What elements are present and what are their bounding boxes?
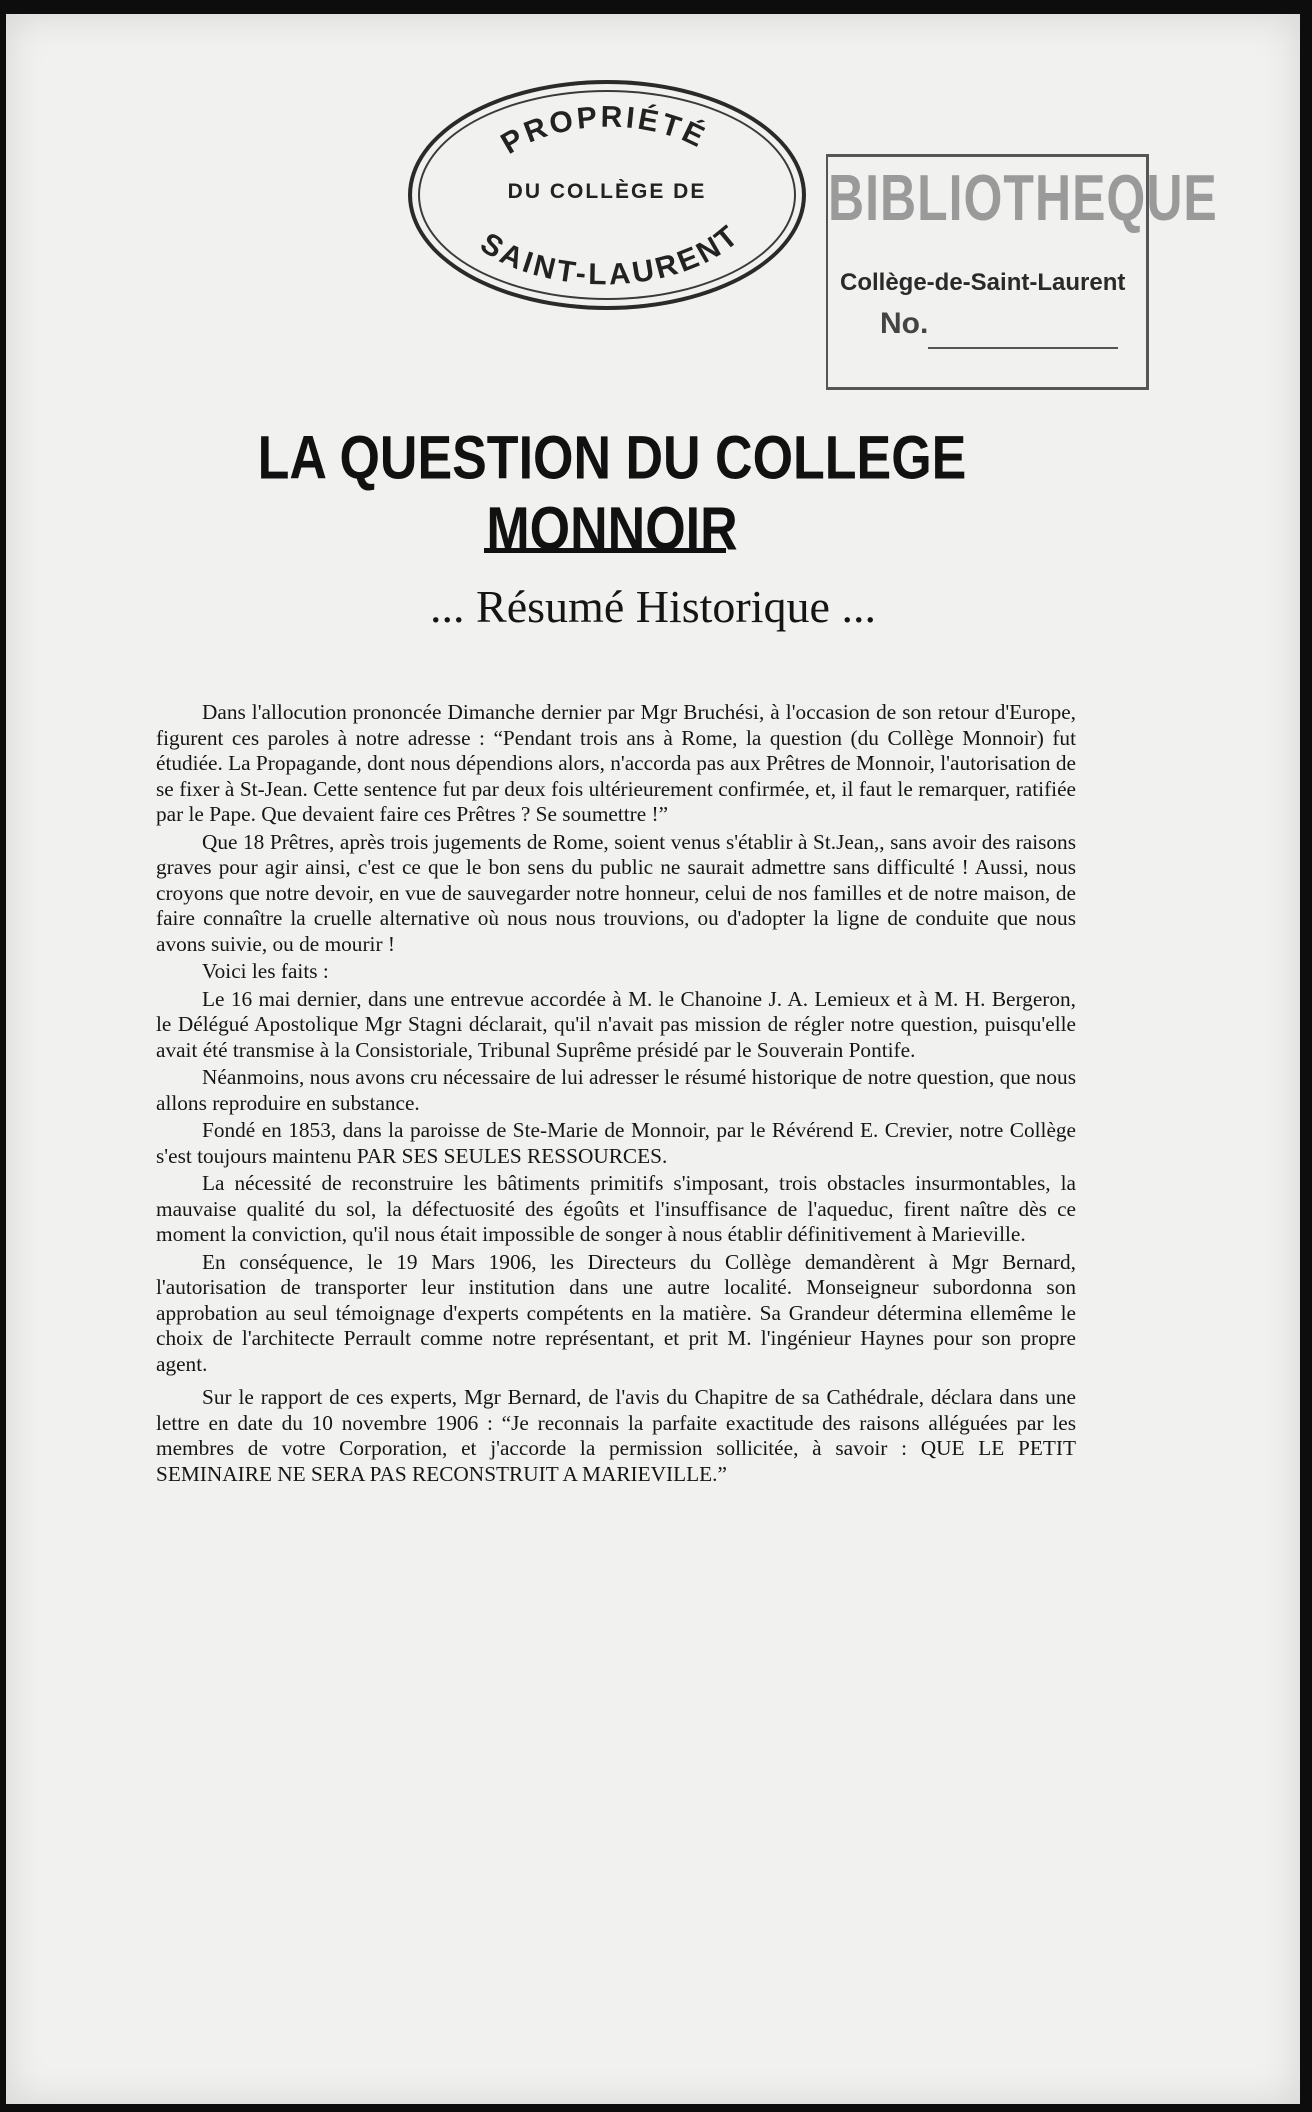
- library-college-name: Collège-de-Saint-Laurent: [840, 269, 1126, 296]
- paragraph-3: Voici les faits :: [202, 959, 329, 983]
- library-number-line: [928, 347, 1118, 349]
- paragraph-5: Néanmoins, nous avons cru nécessaire de lui adresser le résumé historique de notre question, que nous allons reproduire en substance.: [156, 1065, 1076, 1115]
- svg-text:PROPRIÉTÉ: [496, 101, 713, 161]
- ownership-stamp: [408, 80, 806, 310]
- svg-text:SAINT-LAURENT: [475, 218, 747, 291]
- paragraph-8: En conséquence, le 19 Mars 1906, les Directeurs du Collège demandèrent à Mgr Bernard, l'autorisation de transporter leur institution dans une autre localité. Monseigneur subordonna son approbation au seul témoignage d'experts compétents en la matière. Sa Grandeur détermina ellemême le choix de l'architecte Perrault comme notre représentant, et prit M. l'ingénieur Haynes pour son propre agent.: [156, 1249, 1076, 1376]
- document-page: [6, 14, 1300, 2104]
- document-body: [156, 700, 1076, 1489]
- paragraph-1: Dans l'allocution prononcée Dimanche dernier par Mgr Bruchési, à l'occasion de son retour d'Europe, figurent ces paroles à notre adresse : “Pendant trois ans à Rome, la question (du Collège Monnoir) fut étudiée. La Propagande, dont nous dépendions alors, n'accorda pas aux Prêtres de Monnoir, l'autorisation de se fixer à St-Jean. Cette sentence fut par deux fois ultérieurement confirmée, et, il faut le remarquer, ratifiée par le Pape. Que devaient faire ces Prêtres ? Se soumettre !”: [156, 700, 1076, 826]
- paragraph-2: Que 18 Prêtres, après trois jugements de Rome, soient venus s'établir à St.Jean,, sans avoir des raisons graves pour agir ainsi, c'est ce que le bon sens du public ne saurait admettre sans difficulté ! Aussi, nous croyons que notre devoir, en vue de sauvegarder notre honneur, celui de nos familles et de notre maison, de faire connaître la cruelle alternative où nous nous trouvions, ou d'adopter la ligne de conduite que nous avons suivie, ou de mourir !: [156, 829, 1076, 956]
- stamp-top-text: PROPRIÉTÉ: [495, 100, 712, 161]
- title-rule: [484, 548, 726, 553]
- paragraph-9: Sur le rapport de ces experts, Mgr Bernard, de l'avis du Chapitre de sa Cathédrale, déclara dans une lettre en date du 10 novembre 1906 : “Je reconnais la parfaite exactitude des raisons alléguées par les membres de votre Corporation, et j'accorde la permission sollicitée, à savoir : QUE LE PETIT SEMINAIRE NE SERA PAS RECONSTRUIT A MARIEVILLE.”: [156, 1385, 1076, 1486]
- paragraph-7: La nécessité de reconstruire les bâtiments primitifs s'imposant, trois obstacles insurmontables, la mauvaise qualité du sol, la défectuosité des égoûts et l'insuffisance de l'aqueduc, firent naître dès ce moment la conviction, qu'il nous était impossible de songer à nous établir définitivement à Marieville.: [156, 1171, 1076, 1246]
- library-number-label: No.: [880, 307, 929, 340]
- document-subtitle: ... Résumé Historique ...: [430, 581, 876, 632]
- document-title: LA QUESTION DU COLLEGE MONNOIR: [257, 424, 967, 564]
- library-heading: BIBLIOTHEQUE: [828, 161, 1218, 235]
- library-stamp: [826, 154, 1218, 390]
- stamp-middle-text: DU COLLÈGE DE: [507, 180, 707, 203]
- paragraph-6: Fondé en 1853, dans la paroisse de Ste-Marie de Monnoir, par le Révérend E. Crevier, notre Collège s'est toujours maintenu PAR SES SEULES RESSOURCES.: [156, 1118, 1076, 1168]
- stamp-bottom-text: SAINT-LAURENT: [474, 218, 747, 292]
- paragraph-4: Le 16 mai dernier, dans une entrevue accordée à M. le Chanoine J. A. Lemieux et à M. H. Bergeron, le Délégué Apostolique Mgr Stagni déclarait, qu'il n'avait pas mission de régler notre question, puisqu'elle avait été transmise à la Consistoriale, Tribunal Suprême présidé par le Souverain Pontife.: [156, 986, 1076, 1062]
